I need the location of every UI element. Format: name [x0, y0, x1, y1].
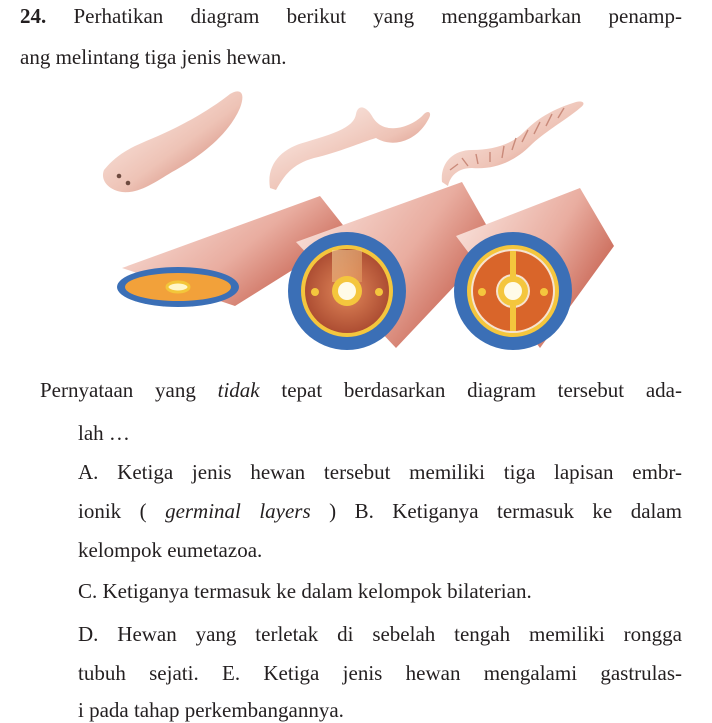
- question-stem-text-1: Perhatikan diagram berikut yang menggambarkan penamp-: [73, 4, 683, 28]
- question-number: 24.: [20, 4, 47, 28]
- question-prompt-line-2: lah …: [78, 421, 130, 445]
- prompt-italic-word: tidak: [217, 378, 260, 402]
- option-b-line-2: kelompok eumetazoa.: [78, 538, 263, 562]
- option-d-line-2: [78, 660, 682, 686]
- option-d-e-text: tubuh sejati. E. Ketiga jenis hewan mengalami gastrulas-: [78, 661, 682, 685]
- option-a-text-2a: ionik (: [78, 499, 147, 523]
- prompt-text-after-italic: tepat berdasarkan diagram tersebut ada-: [281, 378, 682, 402]
- option-c: C. Ketiganya termasuk ke dalam kelompok bilaterian.: [78, 579, 532, 603]
- flatworm-illustration: [103, 91, 242, 192]
- option-d-text-1: D. Hewan yang terletak di sebelah tengah memiliki rongga: [78, 622, 682, 646]
- roundworm-illustration: [269, 107, 430, 190]
- option-d-line-1: [78, 621, 682, 647]
- option-a-text-2b: ) B. Ketiganya termasuk ke dalam: [329, 499, 683, 523]
- animal-cross-section-figure: [100, 86, 622, 362]
- question-stem-line-1: [20, 3, 682, 29]
- option-e-line-2: i pada tahap perkembangannya.: [78, 698, 344, 722]
- option-a-line-2: [78, 498, 682, 524]
- option-a-text-1: A. Ketiga jenis hewan tersebut memiliki tiga lapisan embr-: [78, 460, 682, 484]
- option-a-line-1: [78, 459, 682, 485]
- question-stem-line-2: ang melintang tiga jenis hewan.: [20, 45, 287, 69]
- earthworm-illustration: [442, 101, 584, 186]
- prompt-text-before-italic: Pernyataan yang: [40, 378, 196, 402]
- question-prompt-line-1: [40, 377, 682, 403]
- option-a-italic-term: germinal layers: [165, 499, 311, 523]
